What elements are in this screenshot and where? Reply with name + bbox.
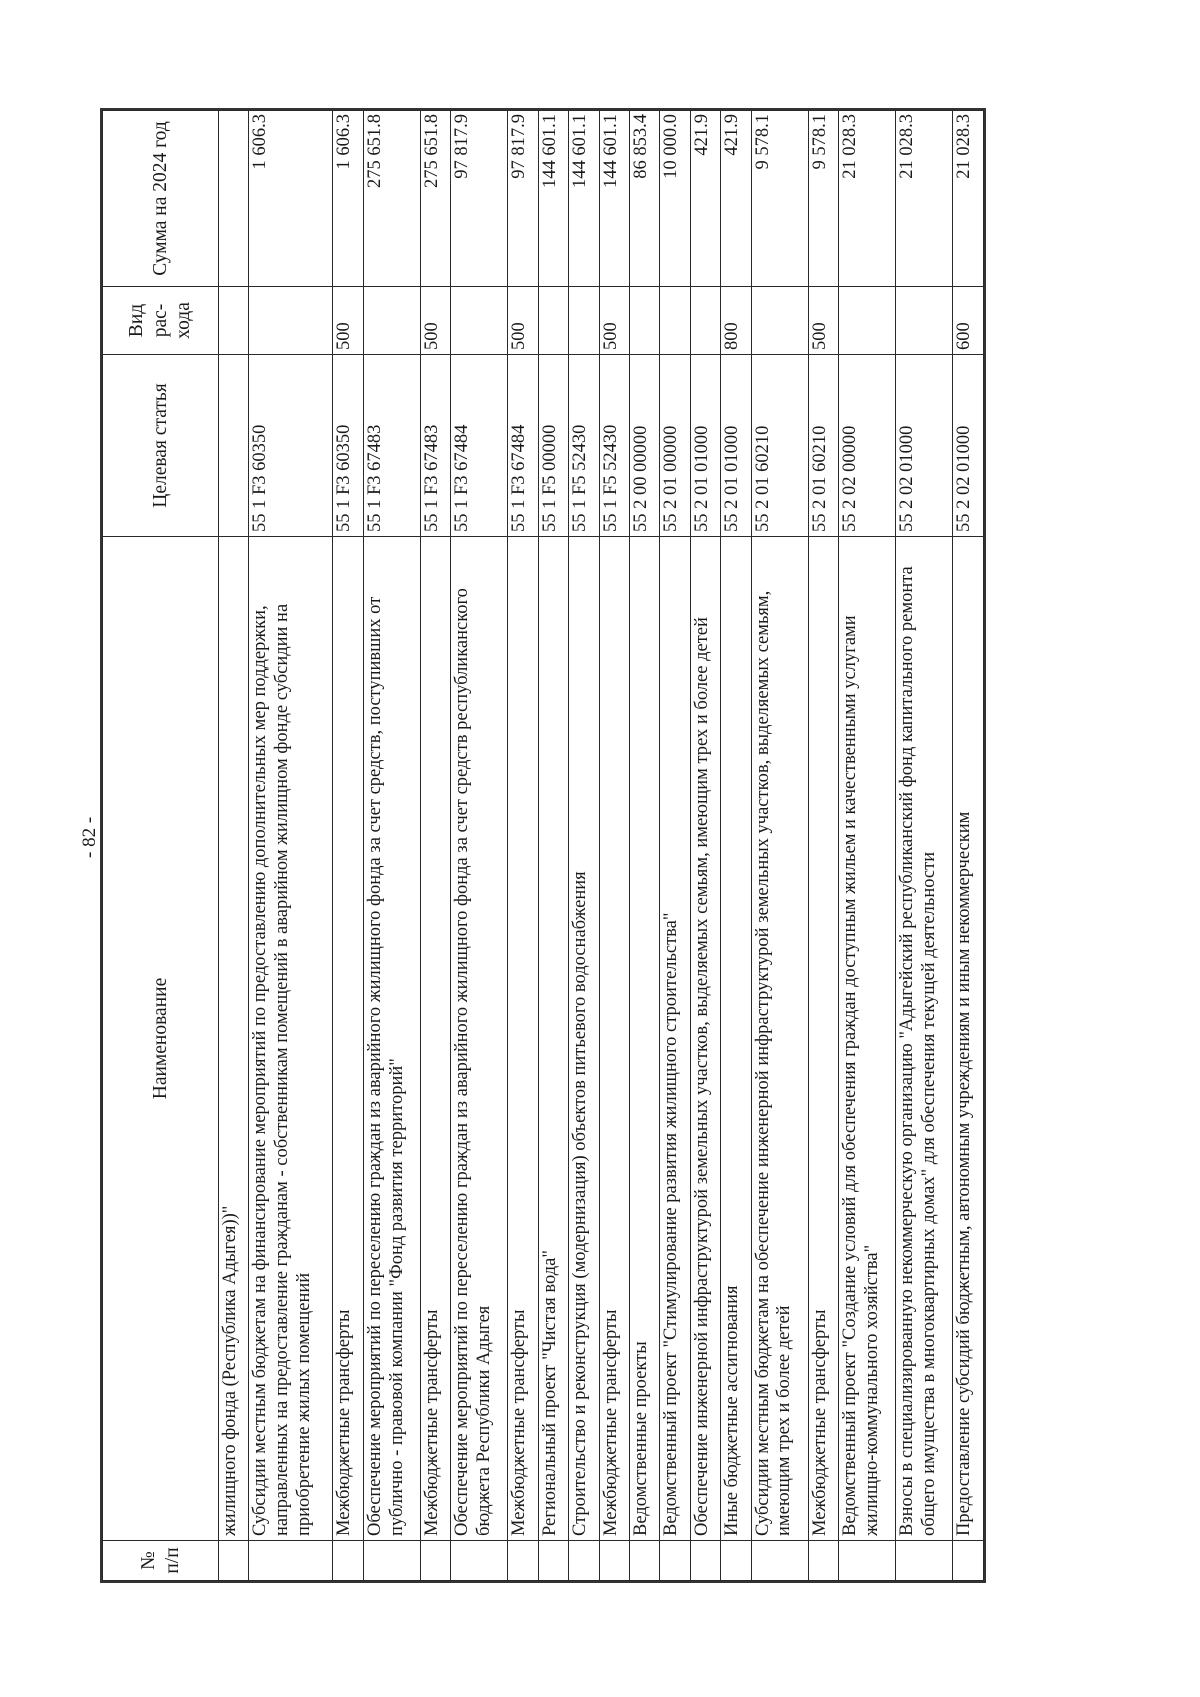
cell-sum — [219, 111, 249, 287]
table-row — [451, 111, 508, 1581]
table-row — [839, 111, 896, 1581]
cell-no — [953, 1541, 984, 1581]
cell-code — [219, 355, 249, 537]
table-row — [953, 111, 984, 1581]
cell-sum: 144 601.1 — [538, 111, 568, 287]
header-name: Наименование — [103, 537, 219, 1541]
cell-name: Субсидии местным бюджетам на финансирование мероприятий по предоставлению дополнительных мер поддержки, направленных на предоставление гражданам - собственникам помещений в аварийном жилищном фонде субсидии на приобретение жилых помещений — [249, 537, 333, 1541]
cell-no — [721, 1541, 751, 1581]
cell-name: Обеспечение мероприятий по переселению граждан из аварийного жилищного фонда за счет средств республиканского бюджета Республики Адыгея — [451, 537, 508, 1541]
cell-name: Межбюджетные трансферты — [808, 537, 838, 1541]
table-row — [508, 111, 538, 1581]
cell-sum: 421.9 — [690, 111, 720, 287]
budget-table — [102, 110, 984, 1581]
cell-type: 500 — [599, 287, 629, 355]
cell-type — [219, 287, 249, 355]
cell-code: 55 1 F3 60350 — [333, 355, 363, 537]
header-no: № п/п — [103, 1541, 219, 1581]
cell-code: 55 2 01 60210 — [808, 355, 838, 537]
cell-type — [363, 287, 420, 355]
cell-sum: 21 028.3 — [839, 111, 896, 287]
cell-name: Межбюджетные трансферты — [508, 537, 538, 1541]
cell-name: Обеспечение инженерной инфраструктурой земельных участков, выделяемых семьям, имеющим трех и более детей — [690, 537, 720, 1541]
cell-sum: 97 817.9 — [508, 111, 538, 287]
cell-name: Межбюджетные трансферты — [599, 537, 629, 1541]
cell-code: 55 1 F5 52430 — [599, 355, 629, 537]
cell-type — [896, 287, 953, 355]
cell-type — [630, 287, 660, 355]
cell-code: 55 1 F3 67483 — [363, 355, 420, 537]
cell-code: 55 2 02 01000 — [896, 355, 953, 537]
cell-name: Предоставление субсидий бюджетным, автономным учреждениям и иным некоммерческим — [953, 537, 984, 1541]
cell-no — [219, 1541, 249, 1581]
cell-code: 55 2 01 01000 — [721, 355, 751, 537]
cell-code: 55 1 F5 52430 — [569, 355, 599, 537]
cell-sum: 97 817.9 — [451, 111, 508, 287]
cell-no — [896, 1541, 953, 1581]
cell-code: 55 1 F3 60350 — [249, 355, 333, 537]
cell-code: 55 2 01 60210 — [751, 355, 808, 537]
cell-sum: 275 651.8 — [363, 111, 420, 287]
cell-type — [569, 287, 599, 355]
cell-code: 55 2 02 01000 — [953, 355, 984, 537]
cell-name: Межбюджетные трансферты — [420, 537, 450, 1541]
cell-sum: 9 578.1 — [808, 111, 838, 287]
cell-code: 55 1 F3 67484 — [451, 355, 508, 537]
cell-sum: 144 601.1 — [599, 111, 629, 287]
cell-type — [538, 287, 568, 355]
cell-name: Ведомственный проект "Стимулирование развития жилищного строительства" — [660, 537, 690, 1541]
cell-code: 55 2 02 00000 — [839, 355, 896, 537]
cell-name: Взносы в специализированную некоммерческую организацию "Адыгейский республиканский фонд капитального ремонта общего имущества в многоквартирных домах" для обеспечения текущей деятельности — [896, 537, 953, 1541]
table-row — [569, 111, 599, 1581]
cell-no — [451, 1541, 508, 1581]
cell-type: 600 — [953, 287, 984, 355]
cell-sum: 21 028.3 — [896, 111, 953, 287]
page-number: - 82 - — [79, 816, 100, 858]
cell-type: 500 — [420, 287, 450, 355]
cell-code: 55 2 00 00000 — [630, 355, 660, 537]
cell-no — [690, 1541, 720, 1581]
cell-no — [508, 1541, 538, 1581]
cell-name: Иные бюджетные ассигнования — [721, 537, 751, 1541]
cell-type: 500 — [333, 287, 363, 355]
cell-type: 800 — [721, 287, 751, 355]
cell-name: Строительство и реконструкция (модернизация) объектов питьевого водоснабжения — [569, 537, 599, 1541]
table-row — [219, 111, 249, 1581]
cell-code: 55 1 F3 67483 — [420, 355, 450, 537]
table-body — [219, 111, 984, 1581]
table-row — [599, 111, 629, 1581]
cell-no — [420, 1541, 450, 1581]
cell-name: Региональный проект "Чистая вода" — [538, 537, 568, 1541]
cell-code: 55 1 F5 00000 — [538, 355, 568, 537]
table-row — [721, 111, 751, 1581]
table-row — [751, 111, 808, 1581]
cell-name: жилищного фонда (Республика Адыгея))" — [219, 537, 249, 1541]
cell-no — [630, 1541, 660, 1581]
table-row — [249, 111, 333, 1581]
table-row — [630, 111, 660, 1581]
cell-type — [249, 287, 333, 355]
table-row — [420, 111, 450, 1581]
cell-no — [249, 1541, 333, 1581]
cell-type — [660, 287, 690, 355]
header-sum: Сумма на 2024 год — [103, 111, 219, 287]
cell-sum: 86 853.4 — [630, 111, 660, 287]
cell-type: 500 — [508, 287, 538, 355]
cell-sum: 144 601.1 — [569, 111, 599, 287]
cell-no — [569, 1541, 599, 1581]
cell-code: 55 2 01 00000 — [660, 355, 690, 537]
cell-no — [751, 1541, 808, 1581]
cell-no — [839, 1541, 896, 1581]
header-type: Вид рас-хода — [103, 287, 219, 355]
cell-type — [451, 287, 508, 355]
cell-no — [808, 1541, 838, 1581]
cell-no — [333, 1541, 363, 1581]
cell-type: 500 — [808, 287, 838, 355]
cell-sum: 10 000.0 — [660, 111, 690, 287]
cell-code: 55 1 F3 67484 — [508, 355, 538, 537]
cell-name: Обеспечение мероприятий по переселению граждан из аварийного жилищного фонда за счет средств, поступивших от публично - правовой компании "Фонд развития территорий" — [363, 537, 420, 1541]
cell-name: Ведомственный проект "Создание условий для обеспечения граждан доступным жильем и качественными услугами жилищно-коммунального хозяйства" — [839, 537, 896, 1541]
cell-name: Ведомственные проекты — [630, 537, 660, 1541]
cell-sum: 275 651.8 — [420, 111, 450, 287]
table-row — [333, 111, 363, 1581]
cell-no — [363, 1541, 420, 1581]
cell-name: Межбюджетные трансферты — [333, 537, 363, 1541]
cell-type — [839, 287, 896, 355]
cell-no — [538, 1541, 568, 1581]
cell-type — [751, 287, 808, 355]
table-row — [690, 111, 720, 1581]
table-row — [808, 111, 838, 1581]
cell-code: 55 2 01 01000 — [690, 355, 720, 537]
table-header-row — [103, 111, 219, 1581]
cell-sum: 1 606.3 — [249, 111, 333, 287]
cell-sum: 9 578.1 — [751, 111, 808, 287]
cell-sum: 21 028.3 — [953, 111, 984, 287]
table-row — [363, 111, 420, 1581]
cell-no — [660, 1541, 690, 1581]
cell-sum: 421.9 — [721, 111, 751, 287]
table-row — [896, 111, 953, 1581]
table-row — [660, 111, 690, 1581]
cell-name: Субсидии местным бюджетам на обеспечение инженерной инфраструктурой земельных участков, выделяемых семьям, имеющим трех и более детей — [751, 537, 808, 1541]
cell-no — [599, 1541, 629, 1581]
table-row — [538, 111, 568, 1581]
header-code: Целевая статья — [103, 355, 219, 537]
budget-table-container — [102, 111, 984, 1581]
cell-sum: 1 606.3 — [333, 111, 363, 287]
cell-type — [690, 287, 720, 355]
